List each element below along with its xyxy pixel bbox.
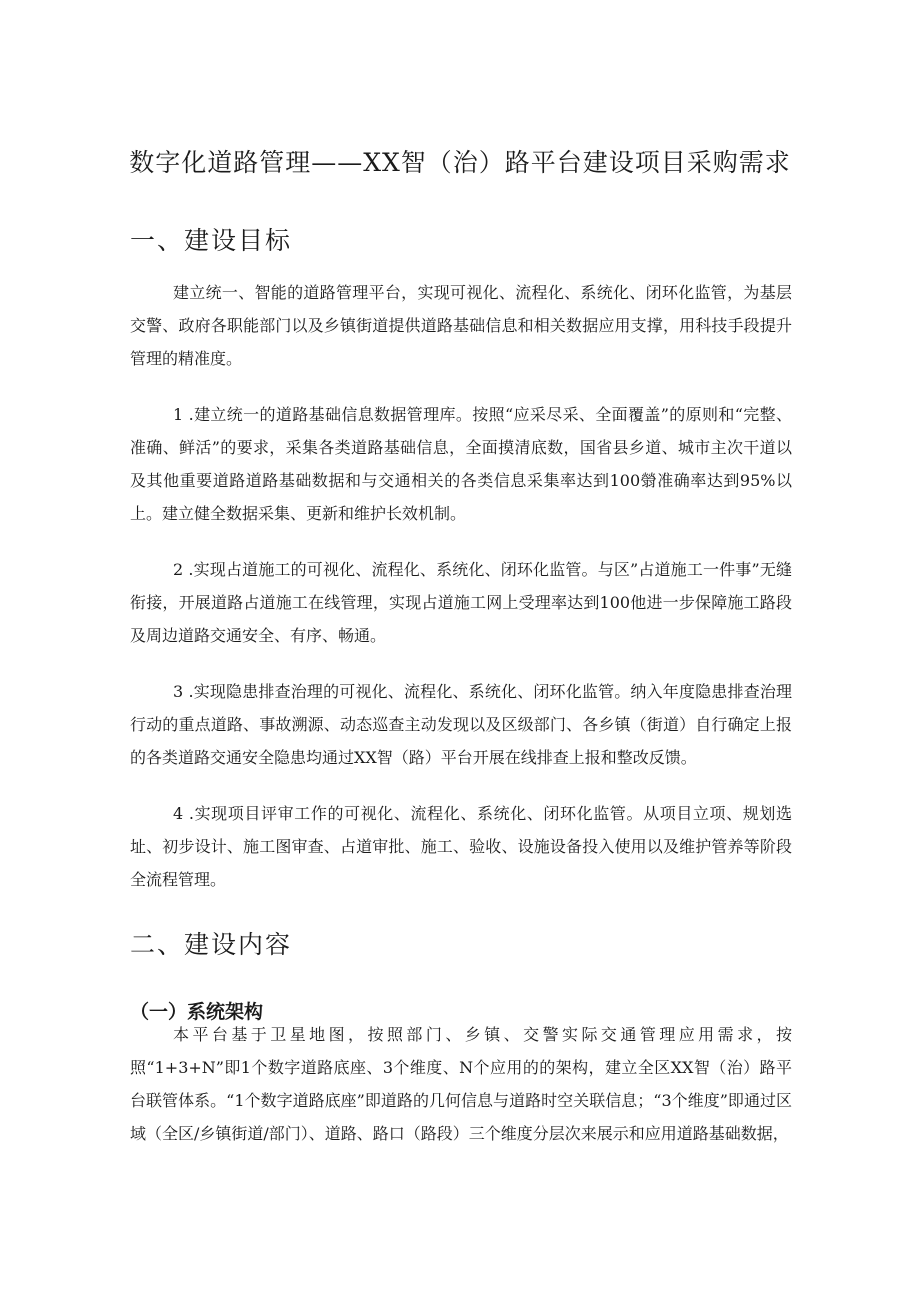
section-heading-goals: 一、建设目标 (130, 226, 293, 255)
subsection-heading-architecture: （一）系统架构 (130, 1001, 264, 1023)
paragraph-goal-item-1: 1 .建立统一的道路基础信息数据管理库。按照“应采尽采、全面覆盖”的原则和“完整、准确、鲜活”的要求，采集各类道路基础信息，全面摸清底数，国省县乡道、城市主次干道以及其他重要道路道路基础数据和与交通相关的各类信息采集率达到100䎕准确率达到95%以上。建立健全数据采集、更新和维护长效机制。 (130, 405, 792, 523)
paragraph-goal-summary: 建立统一、智能的道路管理平台，实现可视化、流程化、系统化、闭环化监管，为基层交警、政府各职能部门以及乡镇街道提供道路基础信息和相关数据应用支撑，用科技手段提升管理的精准度。 (130, 283, 792, 368)
paragraph-goal-item-4: 4 .实现项目评审工作的可视化、流程化、系统化、闭环化监管。从项目立项、规划选址、初步设计、施工图审查、占道审批、施工、验收、设施设备投入使用以及维护管养等阶段全流程管理。 (130, 804, 792, 889)
paragraph-architecture: 本平台基于卫星地图，按照部门、乡镇、交警实际交通管理应用需求，按照“1+3+N”即1个数字道路底座、3个维度、N个应用的的架构，建立全区XX智（治）路平台联管体系。“1个数字道路底座”即道路的几何信息与道路时空关联信息；“3个维度”即通过区域（全区/乡镇街道/部门）、道路、路口（路段）三个维度分层次来展示和应用道路基础数据， (130, 1025, 792, 1143)
paragraph-goal-item-2: 2 .实现占道施工的可视化、流程化、系统化、闭环化监管。与区”占道施工一件事”无缝衔接，开展道路占道施工在线管理，实现占道施工网上受理率达到100他进一步保障施工路段及周边道路交通安全、有序、畅通。 (130, 560, 792, 645)
section-heading-content: 二、建设内容 (130, 930, 293, 959)
document-title: 数字化道路管理——XX智（治）路平台建设项目采购需求 (129, 148, 791, 177)
paragraph-goal-item-3: 3 .实现隐患排查治理的可视化、流程化、系统化、闭环化监管。纳入年度隐患排查治理行动的重点道路、事故溯源、动态巡查主动发现以及区级部门、各乡镇（街道）自行确定上报的各类道路交通安全隐患均通过XX智（路）平台开展在线排查上报和整改反馈。 (130, 682, 792, 767)
